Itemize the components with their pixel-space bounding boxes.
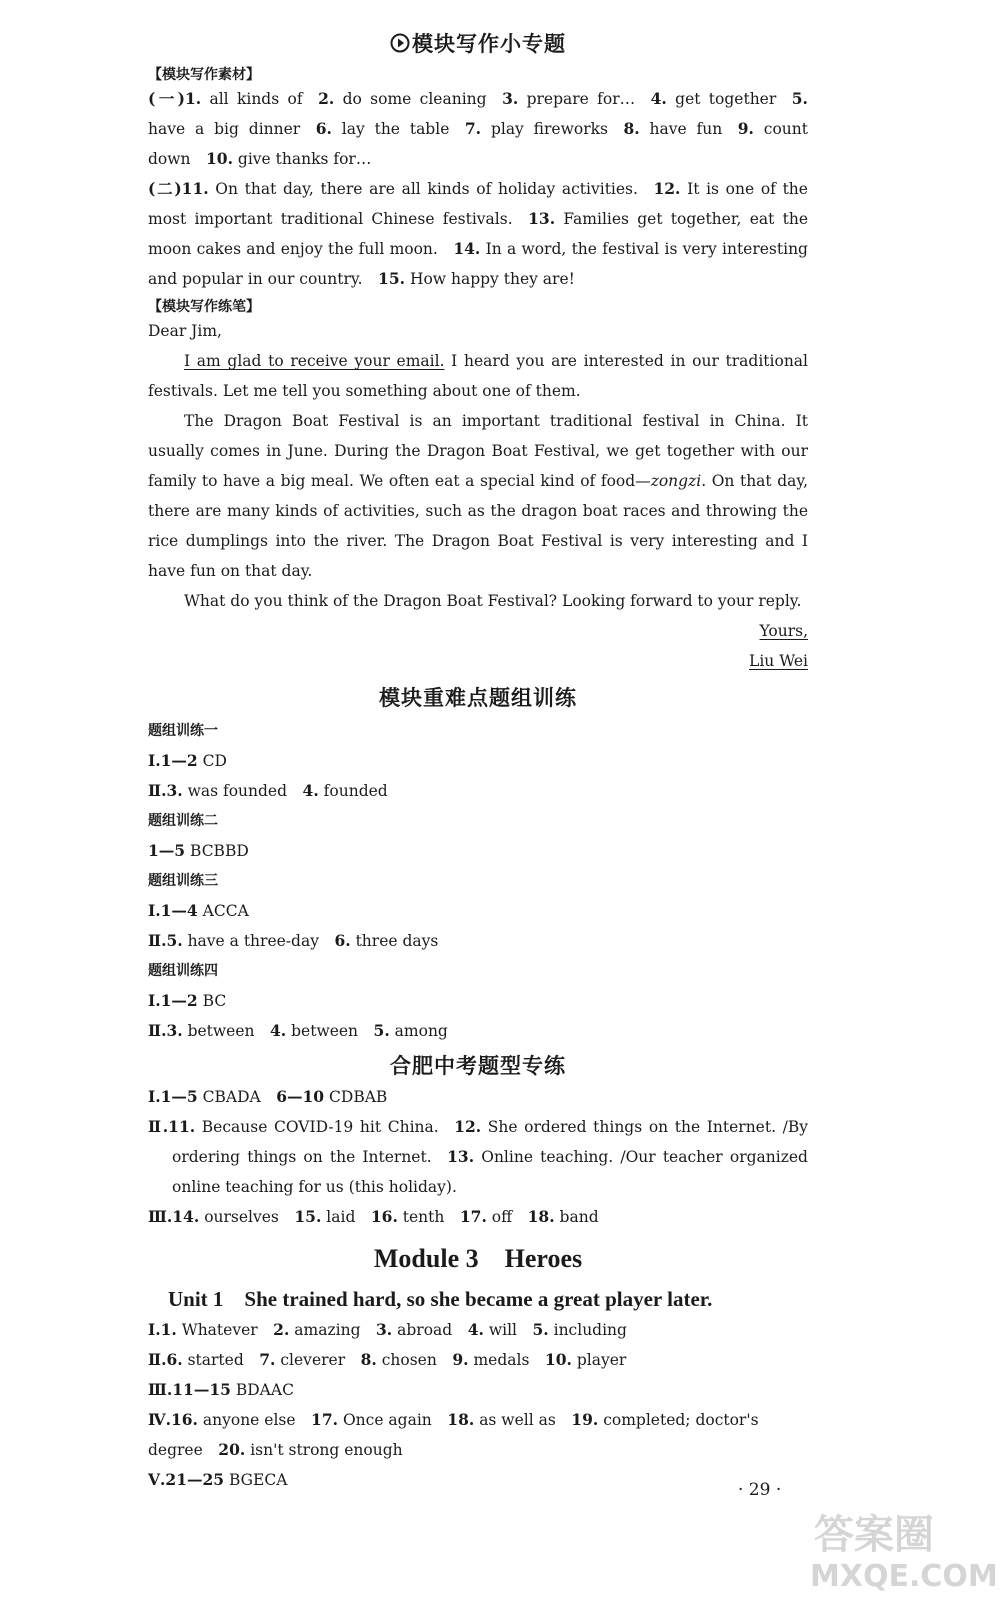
answer-text: lay the table [341, 120, 450, 138]
answer-number: 5. [373, 1021, 390, 1040]
answer-text: cleverer [280, 1351, 346, 1369]
answer-text: BCBBD [190, 842, 249, 860]
answer-text: isn't strong enough [250, 1441, 403, 1459]
answer-number: 6. [334, 931, 351, 950]
answer-number: 4. [302, 781, 319, 800]
letter-signature: Liu Wei [749, 652, 808, 670]
answer-number: 15. [378, 269, 405, 288]
letter-opening-sentence: I am glad to receive your email. [184, 352, 445, 370]
answer-number: Ⅰ.1—4 [148, 901, 198, 920]
answer-text: founded [323, 782, 388, 800]
answer-text: give thanks for… [237, 150, 372, 168]
answer-text: Online teaching. /Our teacher organized online teaching for us (this holiday). [172, 1148, 808, 1196]
answer-number: Ⅳ.16. [148, 1410, 198, 1429]
answer-number: 1—5 [148, 841, 186, 860]
answer-number: Ⅱ.11. [148, 1117, 196, 1136]
training-answer-line [148, 926, 808, 956]
answer-text: ACCA [202, 902, 249, 920]
answer-text: play fireworks [490, 120, 608, 138]
answer-text: Whatever [181, 1321, 258, 1339]
answer-number: 3. [502, 89, 519, 108]
answer-number: Ⅰ.1—5 [148, 1087, 198, 1106]
answer-number: Ⅰ.1—2 [148, 991, 198, 1010]
answer-number: 17. [311, 1410, 339, 1429]
answer-number: 7. [259, 1350, 276, 1369]
answer-number: 10. [206, 149, 233, 168]
answer-text: It is one of the most important traditional Chinese festivals. [148, 180, 808, 228]
answer-text: all kinds of [209, 90, 303, 108]
answer-number: 4. [467, 1320, 484, 1339]
answer-text: CBADA [202, 1088, 261, 1106]
answer-text: ourselves [204, 1208, 279, 1226]
training-answer-line [148, 776, 808, 806]
answer-page [148, 28, 808, 1495]
exam-answer-line [148, 1112, 808, 1202]
answer-number: 7. [464, 119, 482, 138]
answer-number: 9. [737, 119, 754, 138]
answer-number: 6—10 [276, 1087, 325, 1106]
answer-text: BGECA [229, 1471, 288, 1489]
watermark-bottom: MXQE.COM [810, 1559, 998, 1594]
answer-text: off [491, 1208, 513, 1226]
answer-number: Ⅲ.11—15 [148, 1380, 231, 1399]
material-tag: 【模块写作素材】 [148, 67, 260, 83]
answer-text: started [187, 1351, 244, 1369]
answer-number: 8. [360, 1350, 377, 1369]
letter-paragraph-3: What do you think of the Dragon Boat Festival? Looking forward to your reply. [184, 592, 802, 610]
module-title: Module 3 Heroes [373, 1244, 583, 1273]
answer-number: 4. [270, 1021, 287, 1040]
answer-text: medals [473, 1351, 530, 1369]
exam-answer-line [148, 1202, 808, 1232]
writing-section-title: 模块写作小专题 [148, 28, 808, 58]
answer-number: 20. [218, 1440, 246, 1459]
answer-text: completed; doctor's degree [148, 1411, 759, 1459]
answer-text: have fun [649, 120, 723, 138]
training-answer-line [148, 746, 808, 776]
answer-number: 16. [370, 1207, 398, 1226]
answer-text: including [553, 1321, 627, 1339]
training-group-title: 题组训练四 [148, 963, 218, 979]
answer-number: 15. [294, 1207, 322, 1226]
training-answer-line [148, 896, 808, 926]
training-group-title: 题组训练二 [148, 813, 218, 829]
unit-title: Unit 1 She trained hard, so she became a great player later. [168, 1287, 713, 1311]
material-part-1 [148, 84, 808, 174]
watermark-logo [806, 1500, 998, 1594]
unit-answer-line [148, 1315, 808, 1345]
answer-text: do some cleaning [342, 90, 487, 108]
answer-text: player [576, 1351, 627, 1369]
answer-text: amazing [294, 1321, 361, 1339]
page-number: · 29 · [738, 1480, 782, 1500]
watermark-top: 答案圈 [814, 1512, 934, 1558]
answer-number: 6. [315, 119, 332, 138]
answer-text: How happy they are! [409, 270, 575, 288]
answer-number: 17. [459, 1207, 487, 1226]
answer-text: have a big dinner [148, 120, 301, 138]
exam-answer-line [148, 1082, 808, 1112]
answer-number: 9. [452, 1350, 469, 1369]
answer-number: 18. [447, 1410, 475, 1429]
answer-number: 5. [532, 1320, 549, 1339]
answer-number: 14. [453, 239, 481, 258]
answer-number: (二)11. [148, 179, 209, 198]
answer-number: 2. [318, 89, 335, 108]
play-circle-icon [390, 33, 410, 58]
answer-text: She ordered things on the Internet. /By ordering things on the Internet. [172, 1118, 808, 1166]
answer-text: Because COVID-19 hit China. [201, 1118, 439, 1136]
answer-number: Ⅱ.3. [148, 781, 183, 800]
unit-answer-line [148, 1405, 808, 1465]
answer-text: was founded [187, 782, 288, 800]
training-answer-line [148, 986, 808, 1016]
answer-number: Ⅲ.14. [148, 1207, 200, 1226]
answer-text: prepare for… [526, 90, 636, 108]
answer-number: Ⅱ.6. [148, 1350, 183, 1369]
training-group-title: 题组训练一 [148, 723, 218, 739]
exam-section-title: 合肥中考题型专练 [390, 1054, 566, 1078]
answer-number: 10. [544, 1350, 572, 1369]
answer-number: Ⅴ.21—25 [148, 1470, 225, 1489]
material-part-2 [148, 174, 808, 294]
training-answer-line [148, 1016, 808, 1046]
answer-text: count down [148, 120, 809, 168]
answer-number: 12. [653, 179, 681, 198]
unit-answer-line [148, 1345, 808, 1375]
training-groups [148, 716, 808, 1046]
answer-text: band [559, 1208, 599, 1226]
answer-number: (一)1. [148, 89, 202, 108]
answer-number: 2. [273, 1320, 290, 1339]
answer-text: CDBAB [329, 1088, 388, 1106]
answer-text: will [488, 1321, 517, 1339]
answer-text: anyone else [202, 1411, 296, 1429]
answer-number: 19. [571, 1410, 599, 1429]
answer-text: laid [326, 1208, 356, 1226]
answer-number: 4. [650, 89, 667, 108]
answer-number: Ⅰ.1—2 [148, 751, 198, 770]
answer-text: as well as [479, 1411, 556, 1429]
training-section-title: 模块重难点题组训练 [379, 686, 577, 710]
answer-text: On that day, there are all kinds of holiday activities. [215, 180, 638, 198]
answer-number: 13. [447, 1147, 475, 1166]
answer-number: 3. [376, 1320, 393, 1339]
answer-text: abroad [397, 1321, 453, 1339]
answer-number: 8. [623, 119, 640, 138]
unit-answer-line [148, 1465, 808, 1495]
answer-text: tenth [402, 1208, 445, 1226]
unit-answers [148, 1315, 808, 1495]
answer-text: BDAAC [235, 1381, 294, 1399]
answer-number: 13. [528, 209, 556, 228]
answer-text: three days [355, 932, 439, 950]
answer-number: Ⅰ.1. [148, 1320, 177, 1339]
answer-text: between [291, 1022, 359, 1040]
answer-text: have a three-day [187, 932, 319, 950]
answer-text: Once again [342, 1411, 432, 1429]
answer-text: among [394, 1022, 448, 1040]
training-answer-line [148, 836, 808, 866]
practice-tag: 【模块写作练笔】 [148, 299, 260, 315]
answer-number: 5. [791, 89, 808, 108]
answer-text: In a word, the festival is very interesting and popular in our country. [148, 240, 808, 288]
answer-text: get together [675, 90, 777, 108]
letter-paragraph-2: The Dragon Boat Festival is an important traditional festival in China. It usually comes in June. During the Dragon Boat Festival, we get together with our family to have a big meal. We often eat a special kind of food—zongzi. On that day, there are many kinds of activities, such as the dragon boat races and throwing the rice dumplings into the river. The Dragon Boat Festival is very interesting and I have fun on that day. [148, 412, 809, 580]
answer-text: chosen [381, 1351, 437, 1369]
answer-text: BC [202, 992, 227, 1010]
answer-number: Ⅱ.3. [148, 1021, 183, 1040]
answer-text: between [187, 1022, 255, 1040]
answer-text: Families get together, eat the moon cakes and enjoy the full moon. [148, 210, 808, 258]
letter-greeting: Dear Jim, [148, 322, 222, 340]
unit-answer-line [148, 1375, 808, 1405]
letter-paragraph-1: I am glad to receive your email. I heard you are interested in our traditional festivals. Let me tell you something about one of them. [148, 352, 809, 400]
answer-number: Ⅱ.5. [148, 931, 183, 950]
letter-closing: Yours, [759, 622, 808, 640]
training-group-title: 题组训练三 [148, 873, 218, 889]
answer-text: CD [202, 752, 227, 770]
answer-number: 12. [454, 1117, 482, 1136]
answer-number: 18. [527, 1207, 555, 1226]
